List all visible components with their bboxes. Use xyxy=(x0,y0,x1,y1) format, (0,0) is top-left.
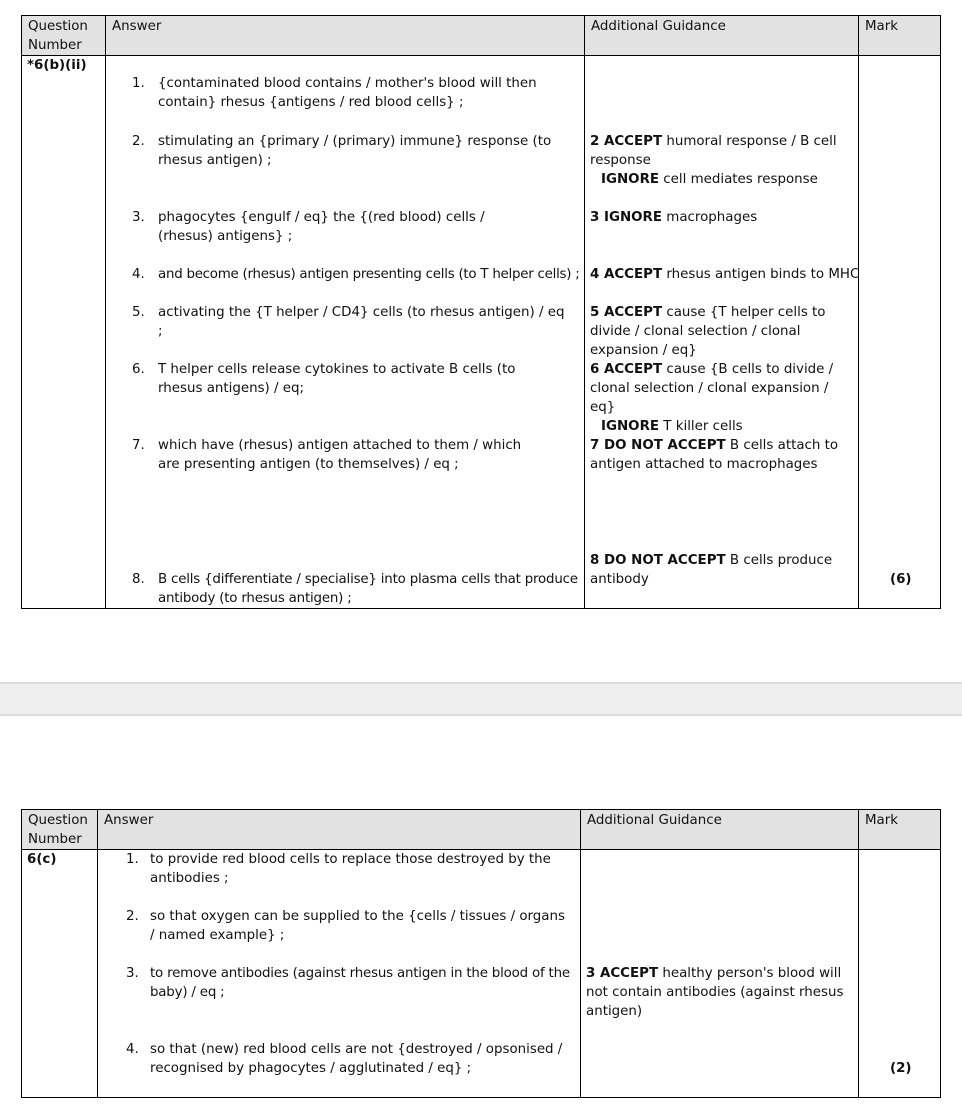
header-answer: Answer xyxy=(98,810,581,850)
guidance-2: 2 ACCEPT humoral response / B cell response IGNORE cell mediates response xyxy=(590,134,837,187)
question-number: 6(c) xyxy=(22,850,98,1098)
mark-cell xyxy=(859,850,941,1098)
header-additional-guidance: Additional Guidance xyxy=(585,16,859,56)
mark-scheme-table-6c xyxy=(21,809,941,1098)
guidance-3: 3 ACCEPT healthy person's blood will not contain antibodies (against rhesus antigen) xyxy=(586,966,844,1019)
guidance-cell xyxy=(581,850,859,1098)
question-number: *6(b)(ii) xyxy=(22,56,106,609)
guidance-4: 4 ACCEPT rhesus antigen binds to MHC xyxy=(590,267,860,282)
header-answer: Answer xyxy=(106,16,585,56)
guidance-7: 7 DO NOT ACCEPT B cells attach to antigen attached to macrophages xyxy=(590,438,839,472)
header-mark: Mark xyxy=(859,810,941,850)
mark-scheme-table-6bii xyxy=(21,15,941,609)
guidance-6: 6 ACCEPT cause {B cells to divide / clonal selection / clonal expansion / eq} IGNORE T killer cells xyxy=(590,362,834,434)
header-question-number: Question Number xyxy=(22,810,98,850)
guidance-8: 8 DO NOT ACCEPT B cells produce antibody xyxy=(590,553,833,587)
header-mark: Mark xyxy=(859,16,941,56)
header-question-number: Question Number xyxy=(22,16,106,56)
mark-value: (2) xyxy=(890,1061,912,1076)
page-separator xyxy=(0,682,962,716)
guidance-3: 3 IGNORE macrophages xyxy=(590,210,758,225)
mark-cell xyxy=(859,56,941,609)
answer-cell: 1. {contaminated blood contains / mother's blood will then contain} rhesus {antigens / red blood cells} ; 2. stimulating an {primary / (primary) immune} response (to rhesus antigen) ; 3. phagocytes {engulf / eq} the {(red blood) cells / (rhesus) antigens} ; 4. and become (rhesus) antigen presenting cells (to T helper cells) ; 5. activating the {T helper / CD4} cells (to rhesus antigen) / eq ; 6. T helper cells release cytokines to activate B cells (to rhesus antigens) / eq; 7. which have (rhesus) antigen attached to them / which are presenting antigen (to themselves) / eq ; 8. B cells {differentiate / specialise} into plasma cells that produce antibody (to rhesus antigen) ; xyxy=(106,56,585,609)
answer-cell: 1. to provide red blood cells to replace those destroyed by the antibodies ; 2. so that oxygen can be supplied to the {cells / tissues / organs / named example} ; 3. to remove antibodies (against rhesus antigen in the blood of the baby) / eq ; 4. so that (new) red blood cells are not {destroyed / opsonised / recognised by phagocytes / agglutinated / eq} ; xyxy=(98,850,581,1098)
mark-value: (6) xyxy=(890,572,912,587)
header-additional-guidance: Additional Guidance xyxy=(581,810,859,850)
guidance-5: 5 ACCEPT cause {T helper cells to divide / clonal selection / clonal expansion / eq} xyxy=(590,305,826,358)
guidance-cell xyxy=(585,56,859,609)
